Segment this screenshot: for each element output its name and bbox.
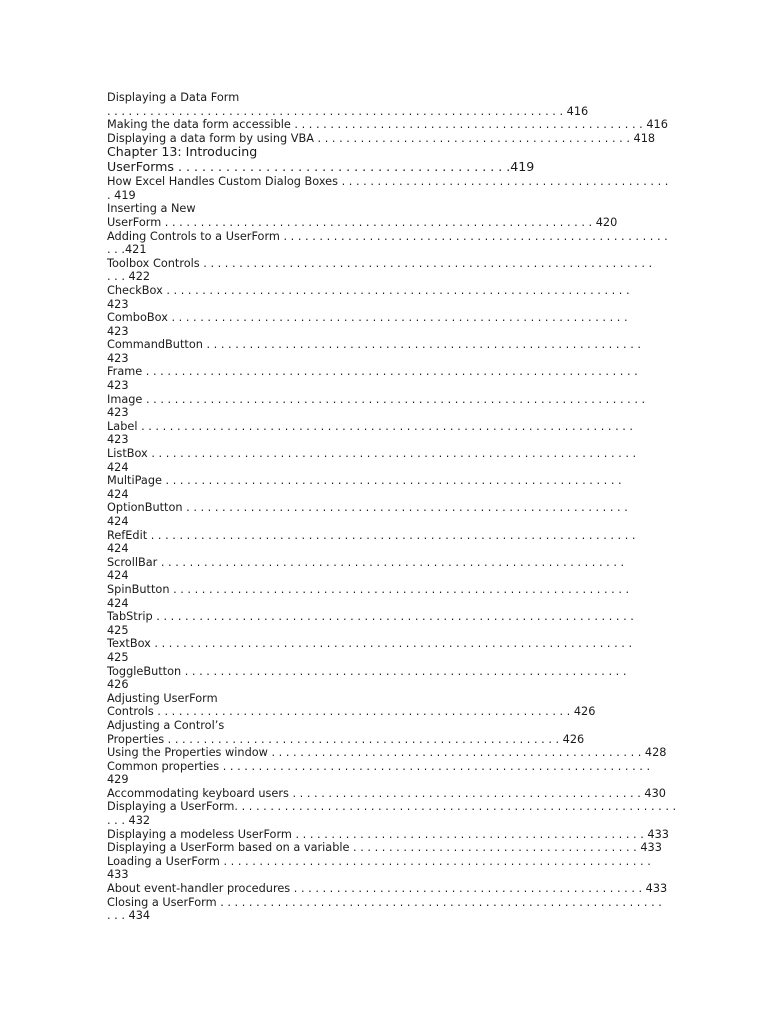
toc-line: OptionButton . . . . . . . . . . . . . . . . . . . . . . . . . . . . . . . . . . . . . . . . . . . . . . . . . . . . . . . . . . . . . . bbox=[107, 501, 628, 515]
toc-chapter-line: Chapter 13: Introducing bbox=[107, 144, 258, 160]
toc-line: Making the data form accessible . . . . . . . . . . . . . . . . . . . . . . . . . . . . . . . . . . . . . . . . . . . . . . . . . 416 bbox=[107, 118, 668, 132]
toc-line: 429 bbox=[107, 773, 129, 787]
toc-line: CommandButton . . . . . . . . . . . . . . . . . . . . . . . . . . . . . . . . . . . . . . . . . . . . . . . . . . . . . . . . . . . . . bbox=[107, 338, 641, 352]
toc-line: 424 bbox=[107, 596, 129, 610]
toc-line: . . . 434 bbox=[107, 909, 151, 923]
toc-line: ToggleButton . . . . . . . . . . . . . . . . . . . . . . . . . . . . . . . . . . . . . . . . . . . . . . . . . . . . . . . . . . . . . . bbox=[107, 664, 627, 678]
toc-line: Frame . . . . . . . . . . . . . . . . . . . . . . . . . . . . . . . . . . . . . . . . . . . . . . . . . . . . . . . . . . . . . . . . . . . . . bbox=[107, 365, 638, 379]
toc-line: . 419 bbox=[107, 188, 136, 202]
toc-line: Accommodating keyboard users . . . . . . . . . . . . . . . . . . . . . . . . . . . . . . . . . . . . . . . . . . . . . . . . . 430 bbox=[107, 786, 666, 800]
toc-line: Common properties . . . . . . . . . . . . . . . . . . . . . . . . . . . . . . . . . . . . . . . . . . . . . . . . . . . . . . . . . . . . bbox=[107, 759, 651, 773]
toc-line: Displaying a Data Form bbox=[107, 91, 240, 104]
toc-line: Loading a UserForm . . . . . . . . . . . . . . . . . . . . . . . . . . . . . . . . . . . . . . . . . . . . . . . . . . . . . . . . . . . . bbox=[107, 854, 651, 868]
toc-line: 424 bbox=[107, 569, 129, 583]
toc-line: Adjusting UserForm bbox=[107, 691, 218, 705]
toc-line: . . . 432 bbox=[107, 814, 151, 828]
toc-line: UserForm . . . . . . . . . . . . . . . . . . . . . . . . . . . . . . . . . . . . . . . . . . . . . . . . . . . . . . . . . . . . 420 bbox=[107, 215, 618, 229]
toc-line: 423 bbox=[107, 324, 129, 338]
toc-line: Inserting a New bbox=[107, 202, 196, 216]
toc-line: 423 bbox=[107, 297, 129, 311]
toc-line: 423 bbox=[107, 433, 129, 447]
toc-line: Properties . . . . . . . . . . . . . . . . . . . . . . . . . . . . . . . . . . . . . . . . . . . . . . . . . . . . . . . 426 bbox=[107, 732, 585, 746]
toc-line: 424 bbox=[107, 460, 129, 474]
toc-line: 426 bbox=[107, 678, 129, 692]
toc-line: MultiPage . . . . . . . . . . . . . . . . . . . . . . . . . . . . . . . . . . . . . . . . . . . . . . . . . . . . . . . . . . . . . . . . bbox=[107, 474, 622, 488]
toc-line: Controls . . . . . . . . . . . . . . . . . . . . . . . . . . . . . . . . . . . . . . . . . . . . . . . . . . . . . . . . . . 426 bbox=[107, 705, 596, 719]
toc-line: 423 bbox=[107, 379, 129, 393]
toc-line: Toolbox Controls . . . . . . . . . . . . . . . . . . . . . . . . . . . . . . . . . . . . . . . . . . . . . . . . . . . . . . . . . . . . . . . bbox=[107, 256, 653, 270]
toc-line: . . .421 bbox=[107, 243, 147, 257]
toc-chapter-line: UserForms . . . . . . . . . . . . . . . . . . . . . . . . . . . . . . . . . . . . . . . . . .419 bbox=[107, 159, 535, 175]
toc-line: 423 bbox=[107, 406, 129, 420]
toc-line: 424 bbox=[107, 542, 129, 556]
toc-line: 425 bbox=[107, 650, 129, 664]
toc-line: Displaying a UserForm based on a variable . . . . . . . . . . . . . . . . . . . . . . . . . . . . . . . . . . . . . . . . 433 bbox=[107, 841, 662, 855]
toc-line: Closing a UserForm . . . . . . . . . . . . . . . . . . . . . . . . . . . . . . . . . . . . . . . . . . . . . . . . . . . . . . . . . . . . . . bbox=[107, 895, 662, 909]
toc-line: Using the Properties window . . . . . . . . . . . . . . . . . . . . . . . . . . . . . . . . . . . . . . . . . . . . . . . . . . . . 428 bbox=[107, 746, 667, 760]
toc-line: RefEdit . . . . . . . . . . . . . . . . . . . . . . . . . . . . . . . . . . . . . . . . . . . . . . . . . . . . . . . . . . . . . . . . . . . . bbox=[107, 528, 636, 542]
toc-line: Displaying a modeless UserForm . . . . . . . . . . . . . . . . . . . . . . . . . . . . . . . . . . . . . . . . . . . . . . . . . 433 bbox=[107, 827, 669, 841]
toc-line: CheckBox . . . . . . . . . . . . . . . . . . . . . . . . . . . . . . . . . . . . . . . . . . . . . . . . . . . . . . . . . . . . . . . . . bbox=[107, 283, 630, 297]
toc-line: . . . . . . . . . . . . . . . . . . . . . . . . . . . . . . . . . . . . . . . . . . . . . . . . . . . . . . . . . . . . . . . . 416 bbox=[107, 104, 589, 118]
toc-line: Adjusting a Control’s bbox=[107, 718, 225, 732]
toc-line: ComboBox . . . . . . . . . . . . . . . . . . . . . . . . . . . . . . . . . . . . . . . . . . . . . . . . . . . . . . . . . . . . . . . . bbox=[107, 311, 628, 325]
toc-line: 433 bbox=[107, 868, 129, 882]
toc-line: Displaying a data form by using VBA . . . . . . . . . . . . . . . . . . . . . . . . . . . . . . . . . . . . . . . . . . . . 418 bbox=[107, 131, 656, 145]
toc-line: TabStrip . . . . . . . . . . . . . . . . . . . . . . . . . . . . . . . . . . . . . . . . . . . . . . . . . . . . . . . . . . . . . . . . . . . bbox=[107, 610, 634, 624]
toc-line: SpinButton . . . . . . . . . . . . . . . . . . . . . . . . . . . . . . . . . . . . . . . . . . . . . . . . . . . . . . . . . . . . . . . . bbox=[107, 582, 630, 596]
toc-line: Label . . . . . . . . . . . . . . . . . . . . . . . . . . . . . . . . . . . . . . . . . . . . . . . . . . . . . . . . . . . . . . . . . . . . . bbox=[107, 419, 634, 433]
toc-line: 425 bbox=[107, 623, 129, 637]
table-of-contents bbox=[107, 91, 677, 923]
toc-line: ScrollBar . . . . . . . . . . . . . . . . . . . . . . . . . . . . . . . . . . . . . . . . . . . . . . . . . . . . . . . . . . . . . . . . . bbox=[107, 555, 625, 569]
toc-line: Image . . . . . . . . . . . . . . . . . . . . . . . . . . . . . . . . . . . . . . . . . . . . . . . . . . . . . . . . . . . . . . . . . . . . . . bbox=[107, 392, 646, 406]
toc-line: 424 bbox=[107, 515, 129, 528]
toc-line: . . . 422 bbox=[107, 270, 151, 284]
toc-line: TextBox . . . . . . . . . . . . . . . . . . . . . . . . . . . . . . . . . . . . . . . . . . . . . . . . . . . . . . . . . . . . . . . . . . . bbox=[107, 637, 633, 651]
toc-line: 423 bbox=[107, 351, 129, 365]
toc-line: Adding Controls to a UserForm . . . . . . . . . . . . . . . . . . . . . . . . . . . . . . . . . . . . . . . . . . . . . . . . . . . . . . bbox=[107, 229, 668, 243]
toc-line: ListBox . . . . . . . . . . . . . . . . . . . . . . . . . . . . . . . . . . . . . . . . . . . . . . . . . . . . . . . . . . . . . . . . . . . . bbox=[107, 447, 637, 461]
toc-line: Displaying a UserForm. . . . . . . . . . . . . . . . . . . . . . . . . . . . . . . . . . . . . . . . . . . . . . . . . . . . . . . . . . . . . . bbox=[107, 800, 677, 814]
toc-line: 424 bbox=[107, 487, 129, 501]
toc-line: About event-handler procedures . . . . . . . . . . . . . . . . . . . . . . . . . . . . . . . . . . . . . . . . . . . . . . . . . 433 bbox=[107, 882, 668, 896]
toc-line: How Excel Handles Custom Dialog Boxes . . . . . . . . . . . . . . . . . . . . . . . . . . . . . . . . . . . . . . . . . . . . . . bbox=[107, 175, 669, 189]
